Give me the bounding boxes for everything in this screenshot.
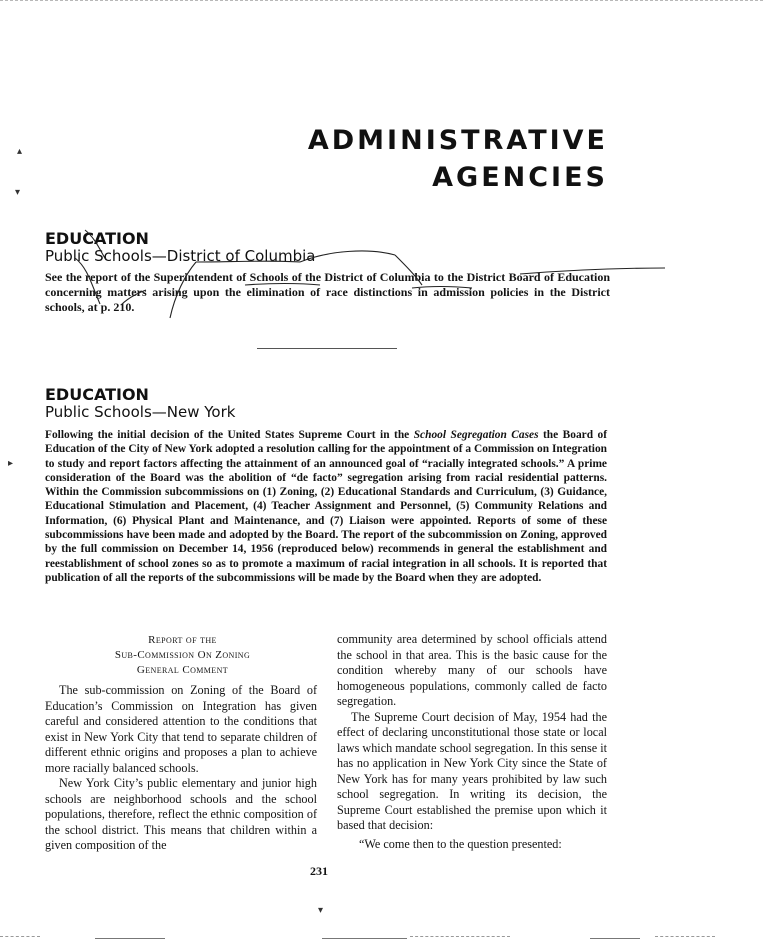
- page-title-line-1: ADMINISTRATIVE: [307, 125, 608, 156]
- section2-subheading: Public Schools—New York: [45, 403, 236, 421]
- bottom-edge-line: [0, 936, 40, 938]
- section2-body: [45, 428, 607, 585]
- report-left-paragraph-2: New York City’s public elementary and junior high schools are neighborhood schools and the school populations, therefore, reflect the ethnic composition of the school district. This means that children within a given composition of the: [45, 776, 317, 852]
- report-right-paragraph-1: community area determined by school officials attend the school in that area. This is the basic cause for the condition whereby many of our schools have homogeneous populations, commonly called de facto segregation.: [337, 632, 607, 708]
- report-heading-line-3: General Comment: [136, 664, 229, 676]
- section1-heading: EDUCATION: [45, 229, 149, 248]
- report-right-paragraph-3: “We come then to the question presented:: [359, 836, 562, 851]
- margin-mark: ▸: [8, 458, 14, 469]
- section2-heading: EDUCATION: [45, 385, 149, 404]
- page-number: 231: [310, 864, 328, 878]
- report-left-column: [45, 683, 317, 854]
- section2-body-part-1: Following the initial decision of the United States Supreme Court in the: [45, 429, 414, 441]
- report-right-column: [337, 632, 607, 852]
- section2-body-case-name: School Segregation Cases: [413, 429, 539, 441]
- section1-body: See the report of the Superintendent of Schools of the District of Columbia to the District Board of Education concerning matters arising upon the elimination of race distinctions in admission policies in the District schools, at p. 210.: [45, 270, 610, 314]
- report-right-paragraph-2: The Supreme Court decision of May, 1954 had the effect of declaring unconstitutional those state or local laws which mandate school segregation. In this sense it has no application in New York City since the State of New York has for many years prohibited by law such school segregation. In writing its decision, the Supreme Court established the premise upon which it based that decision:: [337, 709, 607, 832]
- bottom-edge-line: [322, 938, 407, 940]
- section-separator: [257, 348, 397, 349]
- section2-body-part-2: the Board of Education of the City of New York adopted a resolution calling for the appointment of a Commission on Integration to study and report factors affecting the attainment of an announced goal of “racially integrated schools.” A prime consideration of the Board was the abolition of “de facto” segregation arising from racial residential patterns. Within the Commission subcommissions on (1) Zoning, (2) Educational Standards and Curriculum, (3) Guidance, Educational Stimulation and Placement, (4) Teacher Assignment and Personnel, (5) Community Relations and Information, (6) Physical Plant and Maintenance, and (7) Liaison were appointed. Reports of some of these subcommissions have been made and adopted by the Board. The report of the subcommission on Zoning, approved by the full commission on December 14, 1956 (reproduced below) recommends in general the establishment and reestablishment of school zones so as to promote a maximum of racial integration in all schools. It is reported that publication of all the reports of the subcommissions will be made by the Board when they are adopted.: [45, 429, 608, 584]
- margin-mark: ▾: [318, 905, 324, 916]
- bottom-edge-line: [95, 938, 165, 940]
- page-title-line-2: AGENCIES: [432, 162, 608, 193]
- bottom-edge-line: [655, 936, 715, 938]
- margin-mark: ▴: [17, 146, 23, 157]
- top-edge-dots: [0, 0, 763, 3]
- bottom-edge-line: [410, 936, 510, 938]
- report-heading-line-1: Report of the: [148, 634, 217, 646]
- margin-mark: ▾: [15, 187, 21, 198]
- report-heading-line-2: Sub-Commission On Zoning: [114, 649, 251, 661]
- bottom-edge-line: [590, 938, 640, 940]
- report-left-paragraph-1: The sub-commission on Zoning of the Board of Education’s Commission on Integration has given careful and considered attention to the conditions that exist in New York City that tend to separate children of different ethnic origins and proposes a plan to achieve more racially balanced schools.: [45, 683, 317, 775]
- section1-subheading: Public Schools—District of Columbia: [45, 247, 316, 265]
